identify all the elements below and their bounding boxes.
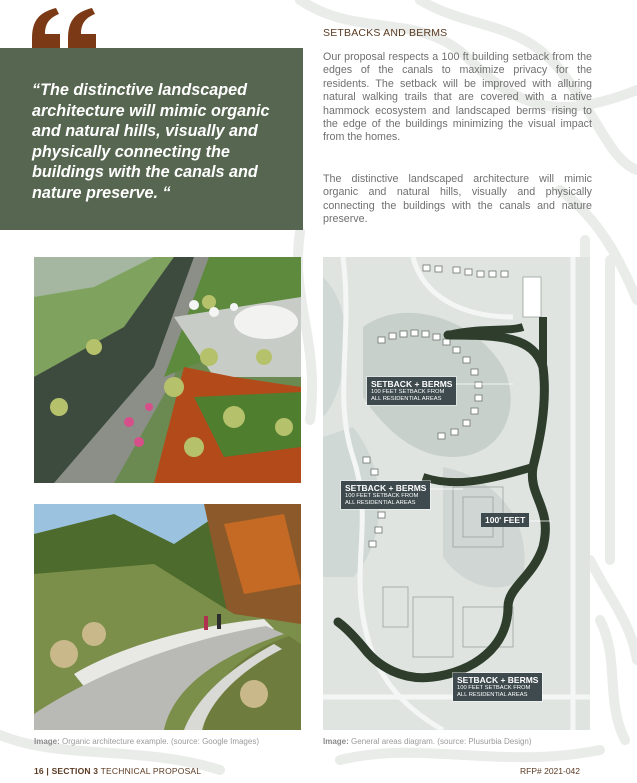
caption-prefix: Image: [34, 737, 60, 746]
photo-green-roof-aerial [34, 257, 301, 483]
map-label-sub: ALL RESIDENTIAL AREAS [345, 500, 416, 506]
caption-left [34, 737, 259, 746]
footer-page-info [34, 766, 201, 776]
map-label-setback-3 [453, 673, 542, 701]
body-paragraph-2: The distinctive landscaped architecture will mimic organic and natural hills, visually and physically connecting the buildings with the canals and nature preserve. [323, 173, 592, 226]
map-label-sub: ALL RESIDENTIAL AREAS [371, 396, 442, 402]
pull-quote-box [0, 48, 303, 230]
map-label-setback-1 [367, 377, 456, 405]
pull-quote-text: “The distinctive landscaped architecture will mimic organic and natural hills, visually and physically connecting the buildings with the canals and nature preserve. “ [32, 81, 270, 202]
body-paragraph-1: Our proposal respects a 100 ft building setback from the edges of the canals to maximize privacy for the residents. The setback will be improved with alluring natural walking trails that are covered with a native hammock ecosystem and landscaped berms rising to the edge of the buildings minimizing the visual impact from the homes. [323, 51, 592, 144]
general-areas-diagram [323, 257, 590, 730]
map-label-setback-2 [341, 481, 430, 509]
page-number: 16 [34, 766, 44, 776]
footer-section: SECTION 3 [51, 766, 99, 776]
caption-text: General areas diagram. (source: Plusurbia Design) [348, 737, 532, 746]
footer-section-title: TECHNICAL PROPOSAL [98, 766, 202, 776]
map-label-title: SETBACK + BERMS [371, 379, 453, 389]
map-label-sub: 100 FEET SETBACK FROM [345, 493, 419, 499]
map-label-sub: 100 FEET SETBACK FROM [371, 389, 445, 395]
map-label-title: SETBACK + BERMS [345, 483, 427, 493]
map-label-100-feet: 100' FEET [481, 513, 529, 527]
map-label-title: SETBACK + BERMS [457, 675, 539, 685]
photo-walking-trail [34, 504, 301, 730]
footer-separator: | [43, 766, 52, 776]
caption-text: Organic architecture example. (source: Google Images) [59, 737, 259, 746]
footer-rfp-number: RFP# 2021-042 [520, 766, 581, 776]
map-label-sub: ALL RESIDENTIAL AREAS [457, 692, 528, 698]
map-label-sub: 100 FEET SETBACK FROM [457, 685, 531, 691]
caption-prefix: Image: [323, 737, 349, 746]
section-title: SETBACKS AND BERMS [323, 27, 448, 39]
caption-right [323, 737, 532, 746]
